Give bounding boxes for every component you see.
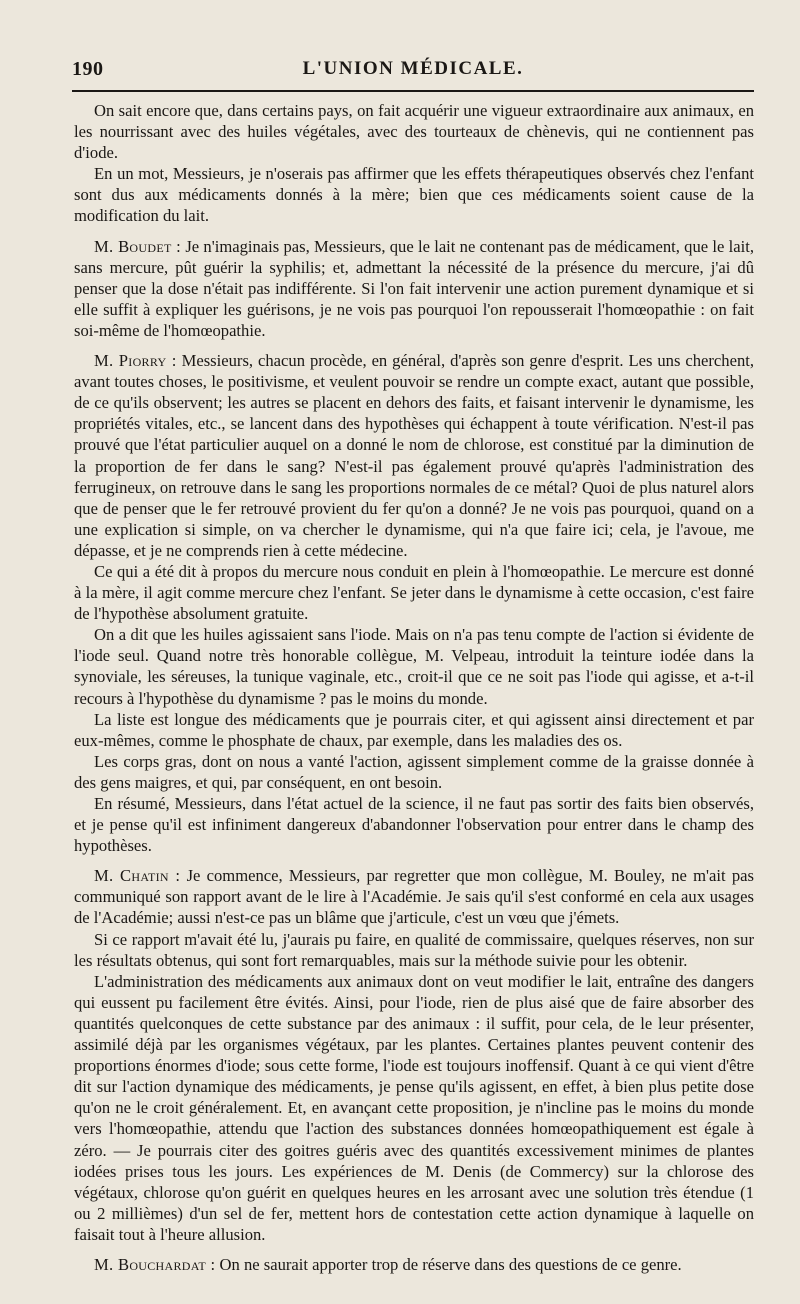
speaker-name: M. Chatin : (94, 866, 181, 886)
paragraph: Les corps gras, dont on nous a vanté l'action, agissent simplement comme de la graisse donnée à des gens maigres, et qui, par conséquent, en ont besoin. (74, 751, 754, 792)
paragraph: Si ce rapport m'avait été lu, j'aurais pu faire, en qualité de commissaire, quelques réserves, non sur les résultats obtenus, qui sont fort remarquables, mais sur la méthode suivie pour les obtenir. (74, 929, 754, 970)
speaker-name: M. Boudet : (94, 236, 182, 256)
paragraph: M. Bouchardat : On ne saurait apporter trop de réserve dans des questions de ce genre. (94, 1254, 682, 1274)
paragraph: M. Chatin : Je commence, Messieurs, par regretter que mon collègue, M. Bouley, ne m'ait pas communiqué son rapport avant de le lire à l'Académie. Je sais qu'il s'est conformé en cela aux usages de l'Académie; aussi n'est-ce pas un blâme que j'articule, c'est un vœu que j'émets. (74, 866, 754, 928)
paragraph: En un mot, Messieurs, je n'oserais pas affirmer que les effets thérapeutiques observés chez l'enfant sont dus aux médicaments donnés à la mère; bien que ces médicaments soient cause de la modification du lait. (74, 164, 754, 226)
page-number: 190 (72, 58, 104, 80)
running-title: L'UNION MÉDICALE. (302, 58, 524, 79)
paragraph: On a dit que les huiles agissaient sans l'iode. Mais on n'a pas tenu compte de l'action si évidente de l'iode seul. Quand notre très honorable collègue, M. Velpeau, introduit la teinture iodée dans la synoviale, les séreuses, la tunique vaginale, etc., croit-il que ce ne soit pas l'iode qui agisse, et a-t-il recours à l'hypothèse du dynamisme ? pas le moins du monde. (74, 625, 754, 708)
paragraph: On sait encore que, dans certains pays, on fait acquérir une vigueur extraordinaire aux animaux, en les nourrissant avec des huiles végétales, avec des tourteaux de chènevis, qui ne contiennent pas d'iode. (74, 101, 754, 163)
paragraph: M. Boudet : Je n'imaginais pas, Messieurs, que le lait ne contenant pas de médicament, que le lait, sans mercure, pût guérir la syphilis; et, admettant la nécessité de la présence du mercure, j'ai dû penser que la dose n'était pas indifférente. Si l'on fait intervenir une action purement dynamique et si elle suffit à expliquer les guérisons, je ne vois pas pourquoi l'on repousserait l'homœopathie : on fait soi-même de l'homœopathie. (74, 236, 754, 340)
paragraph: L'administration des médicaments aux animaux dont on veut modifier le lait, entraîne des dangers qui eussent pu facilement être évités. Ainsi, pour l'iode, rien de plus aisé que de faire absorber des quantités quelconques de cette substance par des animaux : il suffit, pour cela, de le leur présenter, assimilé déjà par les organismes végétaux, par les plantes. Certaines plantes peuvent contenir des proportions énormes d'iode; sous cette forme, l'iode est toujours inoffensif. Quant à ce qui vient d'être dit sur l'action dynamique des médicaments, je pense qu'ils agissent, en effet, à bien plus petite dose qu'on ne le croit généralement. Et, en avançant cette proposition, je n'incline pas le moins du monde vers l'homœopathie, attendu que l'action des substances données homœopathiquement est égale à zéro. — Je pourrais citer des goitres guéris avec des quantités excessivement minimes de plantes iodées prises tous les jours. Les expériences de M. Denis (de Commercy) sur la chlorose des végétaux, chlorose qu'on guérit en quelques heures en les arrosant avec une solution très étendue (1 ou 2 millièmes) d'un sel de fer, mettent hors de contestation cette action dynamique à laquelle on faisait tout à l'heure allusion. (74, 971, 754, 1244)
page-header (72, 58, 754, 86)
article-body (74, 100, 754, 1275)
header-rule (72, 90, 754, 92)
speaker-name: M. Piorry : (94, 351, 177, 371)
speaker-name: M. Bouchardat : (94, 1254, 216, 1274)
paragraph: La liste est longue des médicaments que je pourrais citer, et qui agissent ainsi directement et par eux-mêmes, comme le phosphate de chaux, par exemple, dans les maladies des os. (74, 709, 754, 750)
paragraph: M. Piorry : Messieurs, chacun procède, en général, d'après son genre d'esprit. Les uns cherchent, avant toutes choses, le positivisme, et veulent pouvoir se rendre un compte exact, autant que possible, de ce qu'ils observent; les autres se placent en dehors des faits, et faisant intervenir le dynamisme, les propriétés vitales, etc., se lancent dans des hypothèses qui échappent à toute vérification. N'est-il pas prouvé que l'état particulier auquel on a donné le nom de chlorose, est constitué par la diminution de la proportion de fer dans le sang? N'est-il pas également prouvé qu'après l'administration des ferrugineux, on retrouve dans le sang les proportions normales de ce métal? Quoi de plus naturel alors que de penser que le fer retrouvé provient du fer qu'on a donné? Je ne vois pas pourquoi, quand on a une explication si simple, on va chercher le dynamisme, qui n'a que faire ici; cela, je l'avoue, me dépasse, et je ne comprends rien à cette médecine. (74, 351, 755, 560)
paragraph: Ce qui a été dit à propos du mercure nous conduit en plein à l'homœopathie. Le mercure est donné à la mère, il agit comme mercure chez l'enfant. Se jeter dans le dynamisme à cette occasion, c'est faire de l'hypothèse absolument gratuite. (74, 561, 754, 624)
paragraph: En résumé, Messieurs, dans l'état actuel de la science, il ne faut pas sortir des faits bien observés, et je pense qu'il est infiniment dangereux d'abandonner l'observation pour entrer dans le champ des hypothèses. (74, 794, 754, 856)
